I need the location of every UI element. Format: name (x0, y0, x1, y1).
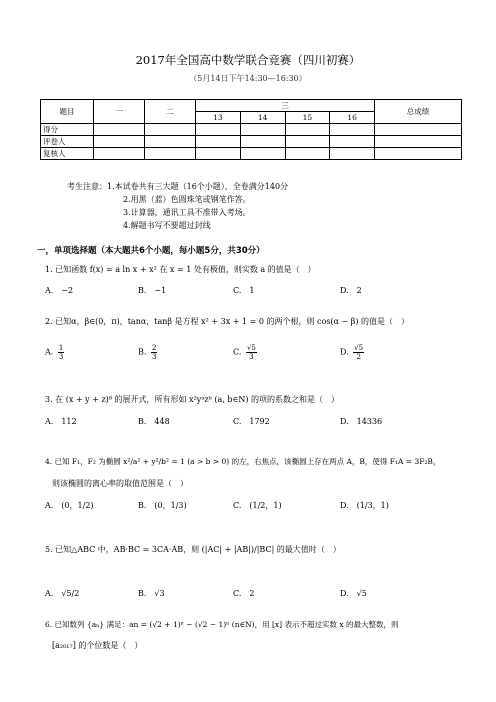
option-d: D. $\frac{√5}{2}$ (340, 344, 364, 361)
option-b: B. $\frac{2}{3}$ (138, 344, 157, 361)
option-d: D. 14336 (340, 417, 383, 426)
table-header-cell: 二 (145, 100, 196, 124)
table-header-cell: 题目 (41, 100, 94, 124)
exam-title: 2017年全国高中数学联合竞赛（四川初赛） (135, 53, 361, 67)
option-d: D. √5 (340, 589, 367, 598)
score-table (40, 99, 462, 160)
question-1: 1. 已知函数 f(x) = a ln x + x² 在 x = 1 处有极值，则实数 a 的值是（ ） (45, 265, 316, 274)
option-a: A. 112 (45, 417, 77, 426)
table-subheader-cell: 16 (330, 112, 375, 124)
table-header-cell: 三 (196, 100, 375, 112)
option-c: C. 1 (233, 286, 255, 295)
row-label: 复核人 (41, 148, 94, 160)
notice-line: 4.解题书写不要超过封线 (123, 221, 211, 230)
option-c: C. $\frac{√5}{3}$ (233, 344, 256, 361)
option-d: D. (1/3，1) (340, 501, 389, 510)
question-6-continued: [a₂₀₁₇] 的个位数是（ ） (52, 641, 143, 650)
question-4-continued: 则该椭圆的离心率的取值范围是（ ） (52, 479, 188, 488)
option-c: C. 1792 (233, 417, 270, 426)
notice-line: 3.计算器，通讯工具不准带入考场。 (123, 208, 251, 217)
option-a: A. (0，1/2) (45, 501, 94, 510)
option-b: B. (0，1/3) (138, 501, 187, 510)
question-4: 4. 已知 F₁，F₂ 为椭圆 x²/a² + y²/b² = 1 (a > b > 0) 的左，右焦点，该椭圆上存在两点 A，B，使得 F₁A = 3F₂B， (45, 457, 441, 466)
option-d: D. 2 (340, 286, 362, 295)
table-subheader-cell: 15 (285, 112, 330, 124)
option-c: C. (1/2，1) (233, 501, 282, 510)
option-a: A. $\frac{1}{3}$ (45, 344, 64, 361)
question-2: 2. 已知α，β∈(0，π)，tanα，tanβ 是方程 x² + 3x + 1 = 0 的两个根，则 cos(α − β) 的值是（ ） (45, 317, 410, 326)
option-b: B. −1 (138, 286, 167, 295)
option-c: C. 2 (233, 589, 255, 598)
notice-line: 2.用黑（蓝）色圆珠笔或钢笔作答。 (123, 195, 251, 204)
question-3: 3. 在 (x + y + z)⁸ 的展开式，所有形如 x²yᵃzᵇ (a, b∈N) 的项的系数之和是（ ） (45, 395, 340, 404)
table-row (41, 136, 462, 148)
table-subheader-cell: 14 (240, 112, 285, 124)
exam-notice (67, 180, 288, 232)
table-header-cell: 总成绩 (375, 100, 462, 124)
section-heading: 一，单项选择题（本大题共6个小题，每小题5分，共30分） (37, 246, 265, 256)
option-a: A. √5/2 (45, 589, 80, 598)
question-6: 6. 已知数列 {aₙ} 满足：an = (√2 + 1)ⁿ − (√2 − 1)ⁿ (n∈N)，用 [x] 表示不超过实数 x 的最大整数，则 (45, 620, 399, 629)
question-5: 5. 已知△ABC 中，AB·BC = 3CA·AB，则 (|AC| + |AB|)/|BC| 的最大值时（ ） (45, 545, 341, 554)
option-a: A. −2 (45, 286, 74, 295)
table-row (41, 124, 462, 136)
option-b: B. 448 (138, 417, 170, 426)
exam-subtitle: （5月14日下午14:30—16:30） (189, 74, 307, 83)
table-row (41, 148, 462, 160)
table-header-cell: 一 (94, 100, 145, 124)
option-b: B. √3 (138, 589, 165, 598)
row-label: 评卷人 (41, 136, 94, 148)
table-subheader-cell: 13 (196, 112, 241, 124)
notice-line: 考生注意：1.本试卷共有三大题（16个小题），全卷满分140分 (67, 182, 289, 191)
row-label: 得分 (41, 124, 94, 136)
